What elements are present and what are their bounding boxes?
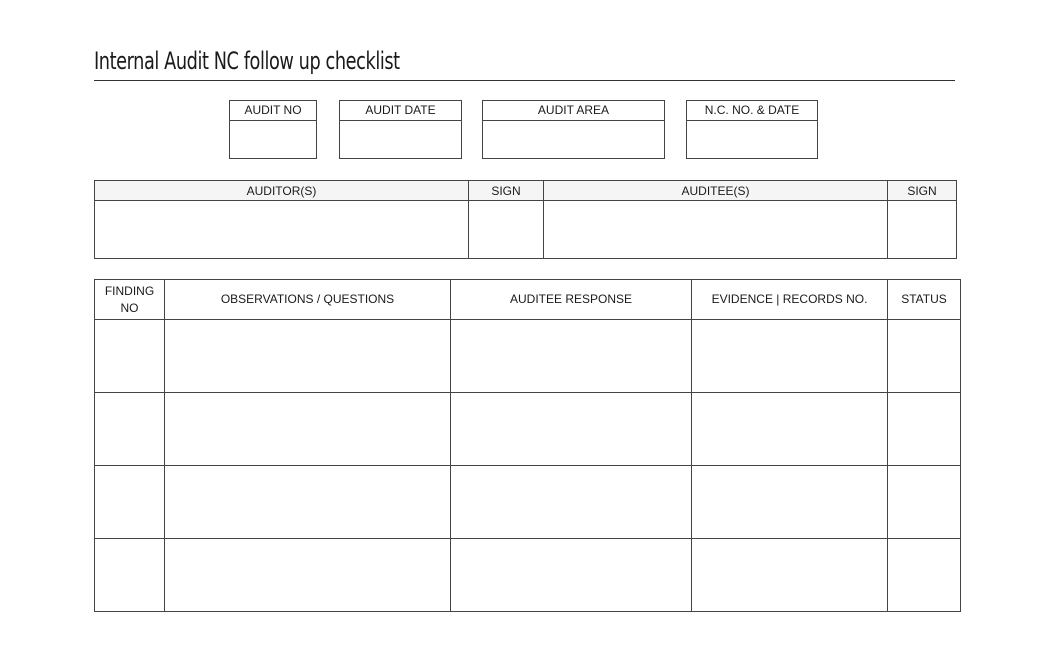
status-cell[interactable] — [888, 320, 961, 393]
auditee-sign-field[interactable] — [888, 201, 957, 259]
evidence-cell[interactable] — [692, 539, 888, 612]
auditor-sign-header: SIGN — [469, 181, 544, 201]
auditee-sign-header: SIGN — [888, 181, 957, 201]
observation-cell[interactable] — [165, 466, 451, 539]
nc-no-date-box — [686, 100, 818, 159]
audit-area-field[interactable] — [483, 121, 664, 159]
auditors-field[interactable] — [95, 201, 469, 259]
audit-no-field[interactable] — [230, 121, 316, 159]
observation-cell[interactable] — [165, 320, 451, 393]
audit-area-label: AUDIT AREA — [483, 101, 664, 121]
response-cell[interactable] — [451, 539, 692, 612]
nc-no-date-field[interactable] — [687, 121, 817, 159]
auditor-auditee-table — [94, 180, 957, 259]
auditor-sign-field[interactable] — [469, 201, 544, 259]
response-cell[interactable] — [451, 393, 692, 466]
status-header: STATUS — [888, 280, 961, 320]
finding-no-cell[interactable] — [95, 539, 165, 612]
audit-date-box — [339, 100, 462, 159]
auditees-header: AUDITEE(S) — [544, 181, 888, 201]
auditee-response-header: AUDITEE RESPONSE — [451, 280, 692, 320]
findings-header-row — [95, 280, 961, 320]
status-cell[interactable] — [888, 539, 961, 612]
audit-no-box — [229, 100, 317, 159]
table-row — [95, 393, 961, 466]
finding-no-cell[interactable] — [95, 320, 165, 393]
table-row — [95, 466, 961, 539]
title-divider — [94, 80, 955, 81]
table-row — [95, 320, 961, 393]
audit-date-label: AUDIT DATE — [340, 101, 461, 121]
evidence-cell[interactable] — [692, 320, 888, 393]
evidence-cell[interactable] — [692, 393, 888, 466]
audit-area-box — [482, 100, 665, 159]
observation-cell[interactable] — [165, 393, 451, 466]
findings-table — [94, 279, 961, 612]
auditees-field[interactable] — [544, 201, 888, 259]
evidence-cell[interactable] — [692, 466, 888, 539]
status-cell[interactable] — [888, 393, 961, 466]
nc-no-date-label: N.C. NO. & DATE — [687, 101, 817, 121]
audit-date-field[interactable] — [340, 121, 461, 159]
response-cell[interactable] — [451, 320, 692, 393]
observations-header: OBSERVATIONS / QUESTIONS — [165, 280, 451, 320]
observation-cell[interactable] — [165, 539, 451, 612]
finding-no-cell[interactable] — [95, 393, 165, 466]
status-cell[interactable] — [888, 466, 961, 539]
finding-no-header: FINDING NO — [95, 280, 165, 320]
audit-no-label: AUDIT NO — [230, 101, 316, 121]
evidence-header: EVIDENCE | RECORDS NO. — [692, 280, 888, 320]
finding-no-cell[interactable] — [95, 466, 165, 539]
table-row — [95, 539, 961, 612]
response-cell[interactable] — [451, 466, 692, 539]
page-title: Internal Audit NC follow up checklist — [94, 47, 400, 75]
auditors-header: AUDITOR(S) — [95, 181, 469, 201]
